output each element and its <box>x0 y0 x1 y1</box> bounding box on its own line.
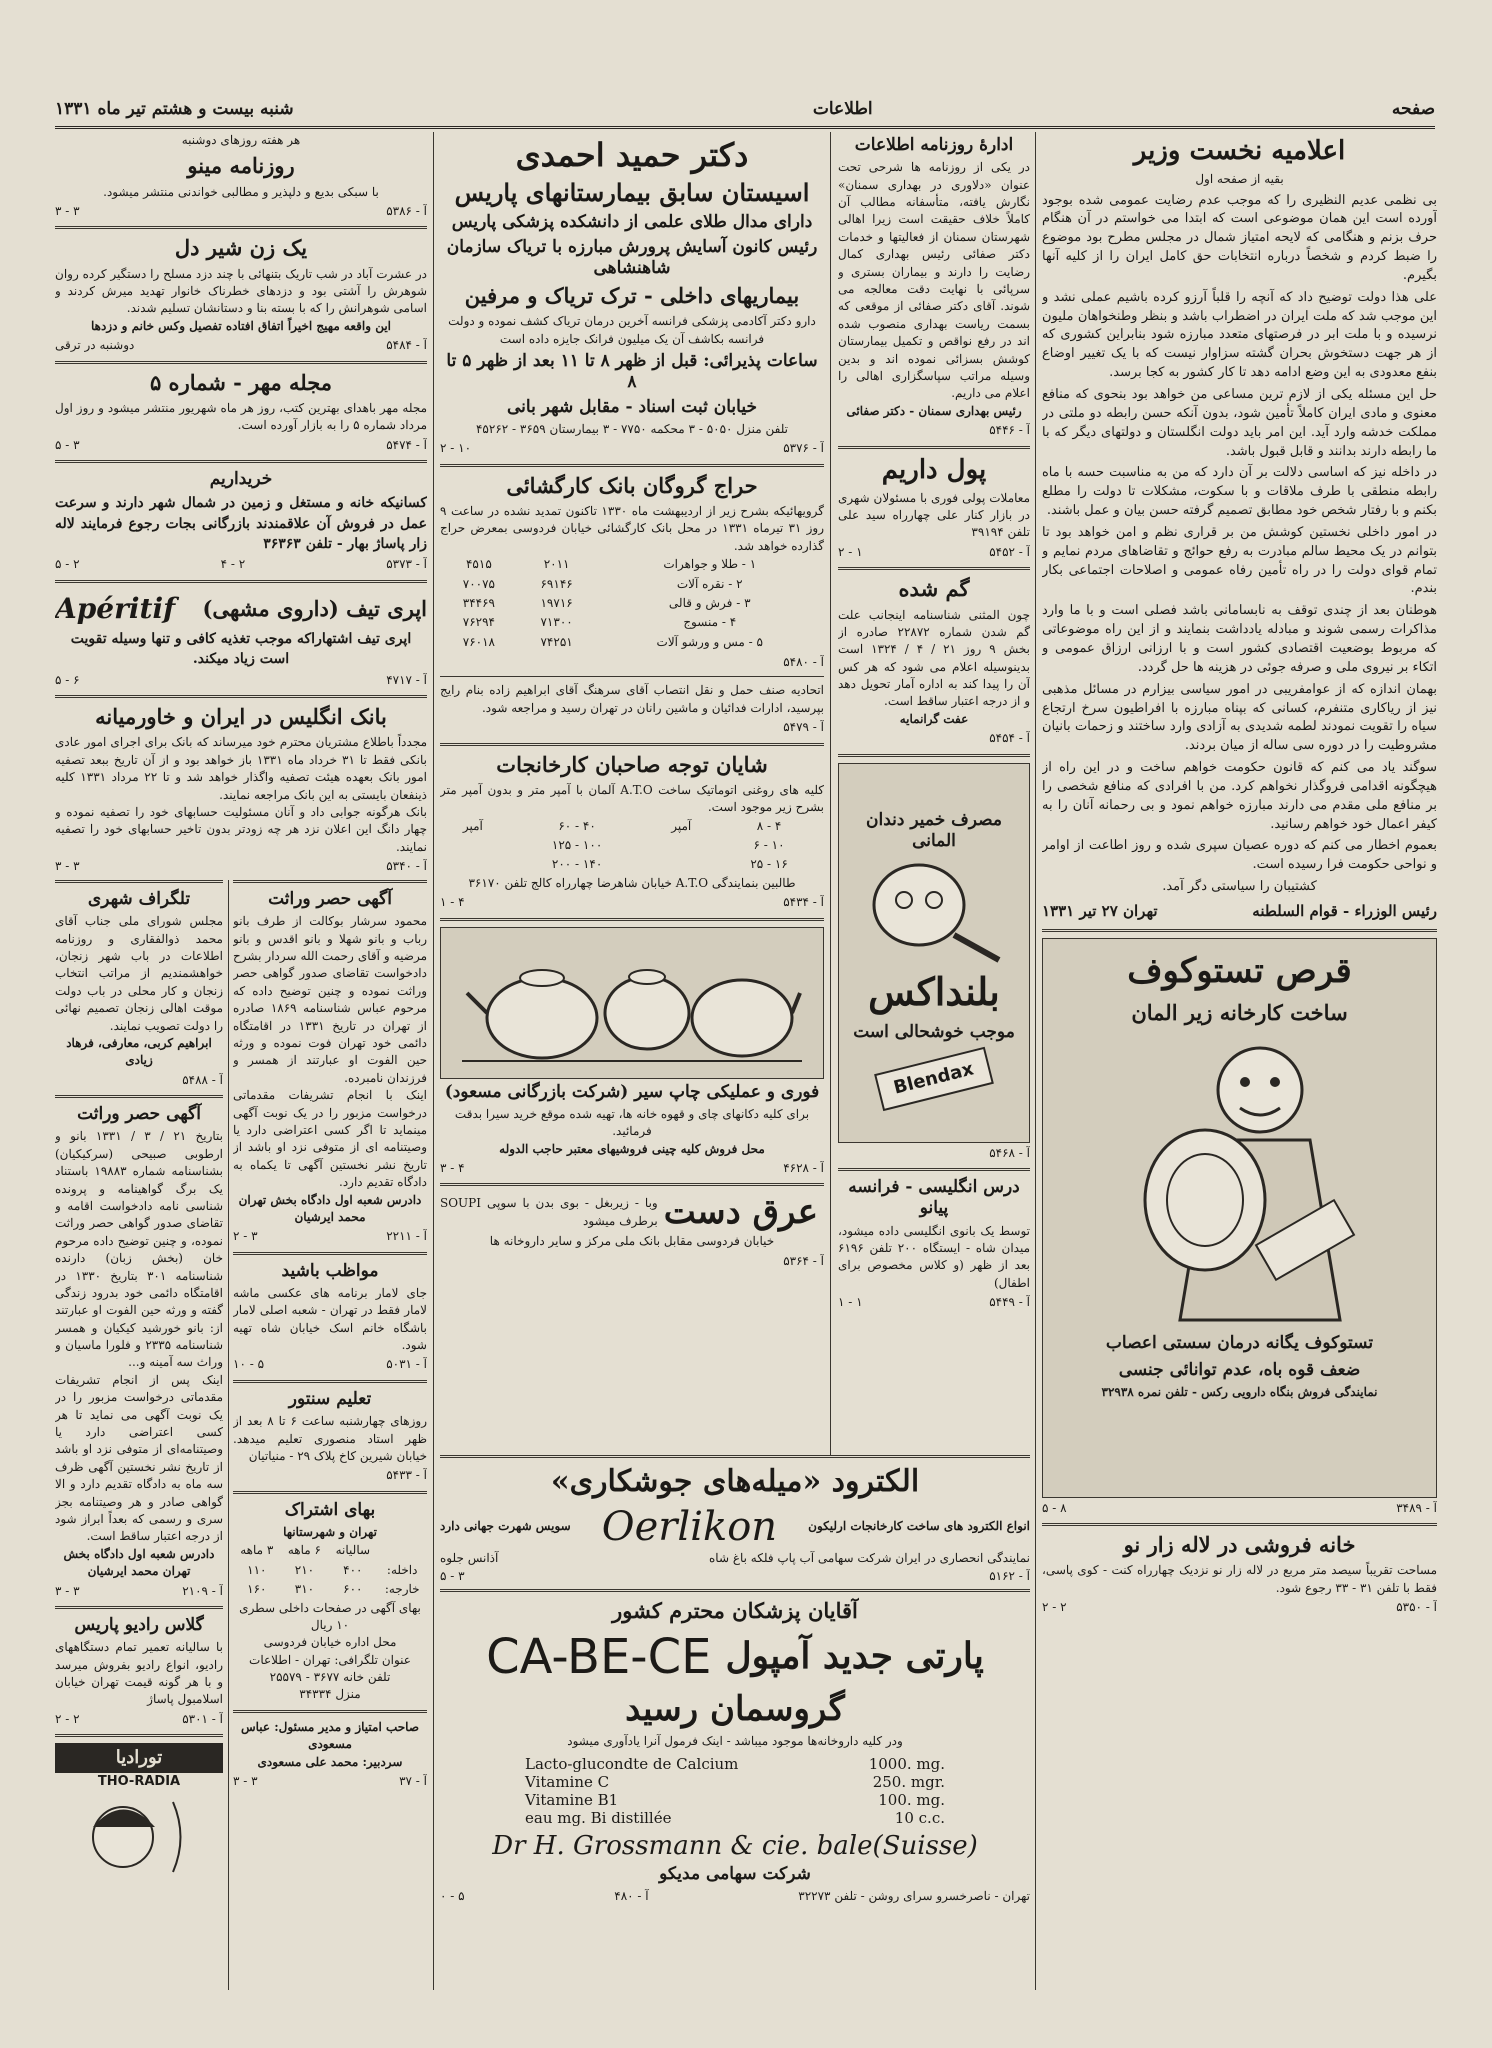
ashterak-sub: تهران و شهرستانها <box>283 1524 377 1539</box>
tea-illustration <box>440 927 824 1079</box>
ad-code: آ - ۲۲۱۱ <box>386 1229 427 1244</box>
ad-num: ۲ - ۴ <box>220 557 246 572</box>
oerlikon-title: الکترود «میله‌های جوشکاری» <box>550 1464 920 1499</box>
paper-name: اطلاعات <box>812 99 873 119</box>
zan-title: یک زن شیر دل <box>174 235 308 261</box>
cabece-maker: Dr H. Grossmann & cie. bale(Suisse) <box>492 1830 978 1861</box>
kharid-title: خریداریم <box>209 469 273 490</box>
auction-ad <box>440 473 824 672</box>
cabece-line1: پارتی جدید آمپول <box>725 1635 984 1678</box>
aperitif-fa: اپری تیف (داروی مشهی) <box>202 595 427 621</box>
testokof-brand: قرص تستوکوف <box>1127 950 1352 991</box>
table-row: ۴ - منسوج ۷۱۳۰۰ ۷۶۲۹۴ <box>462 615 737 630</box>
table-row: ۳ - فرش و قالی ۱۹۷۱۶ ۳۴۴۶۹ <box>462 595 751 610</box>
ad-code: آ - ۵۴۶۸ <box>989 1145 1030 1160</box>
ad-code: آ - ۵۴۸۰ <box>783 655 824 670</box>
ad-num: ۳ - ۵ <box>440 1569 465 1584</box>
decree-signature: رئیس الوزراء - قوام السلطنه <box>1252 901 1437 920</box>
factory-body: کلیه های روغنی اتوماتیک ساخت A.T.O آلمان با آمپر متر و بدون آمپر متر بشرح زیر موجود است. <box>440 782 824 815</box>
zan-body2: این واقعه مهیج اخیراً اتفاق افتاده تفصیل وکس خانم و دزدها <box>90 318 391 333</box>
ad-code: آ - ۴۷۱۷ <box>386 672 427 687</box>
radia-fa: تورادیا <box>55 1743 223 1773</box>
decree-paragraph: هوطنان بعد از چندی توقف به نابسامانی باشد فصلی است و با ما وارد مذاکرات رسمی شوند و مبادله یادداشت بنمایند و از این راه موضوعاتی که مربوط بوضعیت اقتصادی کشور است و با ارزانی ارزاق عمومی و اتکاء بر نیروی ملی و صرفه جوئی در هزینه ها حل گردد. <box>1042 603 1437 675</box>
table-row: خارجه: ۶۰۰ ۳۱۰ ۱۶۰ <box>247 1582 420 1597</box>
cabece-addr: تهران - ناصرخسرو سرای روشن - تلفن ۳۲۲۷۳ <box>798 1889 1030 1904</box>
tea-title: فوری و عملیکی چاپ سیر (شرکت بازرگانی مسعود) <box>444 1081 820 1102</box>
ad-num: ۲ - ۵ <box>55 557 80 572</box>
editor: سردبیر: محمد علی مسعودی <box>257 1754 403 1769</box>
ashterak-tel2: تلفن خانه ۳۶۷۷ - ۲۵۵۷۹ <box>269 1670 391 1685</box>
ad-num: ۶ - ۵ <box>55 672 80 687</box>
ad-code: آ - ۴۸۰ <box>614 1889 649 1904</box>
money-body: معاملات پولی فوری با مسئولان شهری در بازار کنار علی چهارراه سید علی تلفن ۳۹۱۹۴ <box>838 490 1030 540</box>
table-row: ۲ - نقره آلات ۶۹۱۴۶ ۷۰۰۷۵ <box>462 576 743 591</box>
hasr1-body: بتاریخ ۲۱ / ۳ / ۱۳۳۱ بانو و ارطوبی صبیحی (سرکیکیان) بشناسنامه شماره ۱۹۸۸۳ باستناد یک برگ گواهینامه و پرونده شناسی نامه دادخواست اقامه و تقاضای صدور گواهی حصر وراثت نموده، و چنین توضیح داده مرحوم خان (بخش زبان) دارنده شناسنامه ۳۰۱ بتاریخ ۱۳۳۰ در اقامتگاه دائمی خود بدرود زندگی گفته و ورثه حین الفوت او عبارتند از: بانو خورشید کیکیان و همسر شناسنامه ۲۳۳۵ و فلورا ماسیان و وراث سه آمینه و... <box>55 1129 223 1370</box>
ad-code: آ - ۳۷ <box>399 1774 427 1789</box>
kharid-body: کسانیکه خانه و مستغل و زمین در شمال شهر دارند و سرعت عمل در فروش آن علاقمندند بازرگانی بجات رجوع فرمایند لاله زار پاساژ بهار - تلفن ۳۶۳۶۳ <box>55 495 427 552</box>
testokof-line: ضعف قوه باه، عدم توانائی جنسی <box>1118 1360 1361 1380</box>
ad-num: ۸ - ۵ <box>1042 1500 1067 1515</box>
ad-code: آ - ۵۴۳۳ <box>386 1468 427 1483</box>
ad-code: آ - ۵۴۴۶ <box>989 423 1030 438</box>
ad-num: ۱ - ۱ <box>838 1295 863 1310</box>
ad-code: آ - ۵۳۶۴ <box>783 1253 824 1268</box>
cabece-top: آقایان پزشکان محترم کشور <box>612 1598 858 1624</box>
ad-code: آ - ۵۴۸۸ <box>182 1072 223 1087</box>
cabece-brand: CA-BE-CE <box>486 1628 712 1685</box>
column-rule <box>228 880 229 1990</box>
ad-num: دوشنبه در ترقی <box>55 338 135 353</box>
aperitif-brand: Apéritif <box>55 591 176 625</box>
formula-row: Vitamine B1 100. mg. <box>525 1790 945 1809</box>
mehr-title: مجله مهر - شماره ۵ <box>149 369 333 395</box>
aperitif-body: اپری تیف اشتهاراکه موجب تغذیه کافی و تنها وسیله تقویت است زیاد میکند. <box>70 631 412 668</box>
telegraph-title: تلگراف شهری <box>87 889 191 909</box>
ad-num: ۳ - ۲ <box>233 1229 258 1244</box>
column-rule <box>1035 132 1036 1990</box>
union-ad <box>440 682 824 736</box>
ashterak-title: بهای اشتراک <box>284 1499 376 1520</box>
decree-continued: بقیه از صفحه اول <box>1195 172 1284 187</box>
auction-body: گرویهائیکه بشرح زیر از اردیبهشت ماه ۱۳۳۰ تاکنون تمدید نشده در ساعت ۹ روز ۳۱ تیرماه ۱۳۳۱ در محل بانک کارگشائی خیابان فردوسی بمعرض حراج گذارده خواهد شد. <box>440 503 824 553</box>
mehr-body: مجله مهر باهدای بهترین کتب، روز هر ماه شهریور منتشر میشود و روز اول مرداد شماره ۵ را به بازار آورده است. <box>55 400 427 433</box>
ad-code: آ - ۵۴۷۹ <box>783 720 824 735</box>
doctor-line: دارای مدال طلای علمی از دانشکده پزشکی پاریس <box>451 212 813 233</box>
piano-body: توسط یک بانوی انگلیسی داده میشود، میدان شاه - ایستگاه ۲۰۰ تلفن ۶۱۹۶ بعد از ظهر (و کلاس مخصوص برای اطفال) <box>838 1223 1030 1290</box>
cabece-formula <box>525 1755 945 1827</box>
decree-paragraph: علی هذا دولت توضیح داد که آنچه را قلباً آرزو کرده باشیم عملی نشد و این موجب شد که ملت ایران در اضطراب باشد و بنظر وطنخواهان ملیون نرسیده و با ملت ابر در فرصتهای متعدد مبارزه شود بنابراین کشوری که از هر جهت دستخوش بحران گشته سزاوار نیست که با یک تغییر اوضاع بنفع معدودی به این وضع ادامه دهد تا کار کشور به کجا برسد. <box>1042 289 1437 381</box>
bank-body: مجدداً باطلاع مشتریان محترم خود میرساند که بانک برای اجرای امور عادی بانکی فقط تا ۳۱ خرداد ماه ۱۳۳۱ باز خواهد بود و از آن تاریخ ببعد تصفیه امور بانک بعهده هیئت تصفیه واگذار خواهد شد و تا ۲۲ مرداد ۱۳۳۱ کلیه ذینفعان بایستی به این بانک مراجعه نمایند. <box>55 735 427 802</box>
table-row: ۱ - طلا و جواهرات ۲۰۱۱ ۴۵۱۵ <box>465 557 757 572</box>
hasr2-title: آگهی حصر وراثت <box>268 889 392 909</box>
owner: صاحب امتیاز و مدیر مسئول: عباس مسعودی <box>240 1719 420 1752</box>
ad-num: ۳ - ۳ <box>55 859 80 872</box>
lost-title: گم شده <box>898 576 970 602</box>
house-ad <box>1042 1532 1437 1616</box>
formula-row: Vitamine C 250. mgr. <box>525 1772 945 1791</box>
radia-portrait <box>63 1792 223 1882</box>
left-header: هر هفته روزهای دوشنبه <box>181 133 301 147</box>
page-header <box>55 92 1435 129</box>
doctor-line: رئیس کانون آسایش پرورش مبارزه با تریاک سازمان شاهنشاهی <box>446 236 818 278</box>
decree-paragraph: بعموم اخطار می کنم که دوره عصیان سپری شده و روز اطاعت از اوامر و نواحی حکومت فرا رسیده است. <box>1042 838 1437 873</box>
ad-num: ۴ - ۳ <box>440 1161 465 1176</box>
ad-code: آ - ۵۳۸۶ <box>386 204 427 219</box>
araq-body: وبا - زیربغل - بوی بدن با سوپی SOUPI برطرف میشود <box>440 1196 658 1228</box>
zan-body: در عشرت آباد در شب تاریک بتنهائی با چند دزد مسلح را دستگیر کرده روان شوهرش را آشتی بود و دزدهای خطرناک خانوار تهدید میرش کردند و اسامی شوهرانش را که با بسته بنا و دستانشان تسلیم شدند. <box>55 266 427 316</box>
lost-body: چون المثنی شناسنامه اینجانب علت گم شدن شماره ۲۲۸۷۲ صادره از بخش ۹ روز ۲۱ / ۴ / ۱۳۲۴ است بدینوسیله اعلام می شود که هر کس آن را پیدا کند به اداره آمار تحویل دهد و از درجه اعتبار ساقط است. <box>838 607 1030 709</box>
ad-code: آ - ۵۱۶۲ <box>989 1569 1030 1584</box>
issue-date: شنبه بیست و هشتم تیر ماه ۱۳۳۱ <box>55 99 294 119</box>
ashterak-note: بهای آگهی در صفحات داخلی سطری ۱۰ ریال <box>239 1600 421 1632</box>
doctor-name: دکتر حمید احمدی <box>515 136 749 174</box>
table-row: ۴ - ۸ آمپر ۴۰ - ۶۰ آمپر <box>462 818 782 833</box>
decree-title: اعلامیه نخست وزیر <box>1133 136 1346 166</box>
decree-date: تهران ۲۷ تیر ۱۳۳۱ <box>1042 901 1158 920</box>
oerlikon-tel: آذانس جلوه <box>440 1551 499 1565</box>
mino-title: روزنامه مینو <box>187 153 295 179</box>
ashterak-addr: محل اداره خیابان فردوسی <box>263 1635 397 1650</box>
doctor-line: بیماریهای داخلی - ترک تریاک و مرفین <box>464 283 800 309</box>
ad-code: آ - ۵۳۰۱ <box>182 1711 223 1726</box>
factory-title: شایان توجه صاحبان کارخانجات <box>496 751 768 777</box>
ad-num: ۳ - ۳ <box>233 1774 258 1789</box>
decree-paragraph: حل این مسئله یکی از لازم ترین مساعی من خواهد بود بنحوی که منافع معنوی و مادی ایران کاملاً تأمین شود، بدون آنکه حسن رابطه دو ملتی در مملکت خدشه وارد آید. این امر باید دولت انگلستان و دولتهای دیگر که با ما رابطه دارند بدانند و قابل قبول باشد. <box>1042 387 1437 459</box>
blendax-tube: Blendax <box>874 1047 993 1111</box>
mavazeb-body: جای لامار برنامه های عکسی ماشه لامار فقط در تهران - شعبه اصلی لامار باشگاه خانم اسک خیابان شاه تهیه شود. <box>233 1285 427 1353</box>
left-upper-column <box>55 132 427 872</box>
testokof-ad <box>1042 938 1437 1498</box>
bottom-wide-ads <box>440 1455 1030 1990</box>
oerlikon-sub: انواع الکترود های ساخت کارخانجات ارلیکون <box>808 1519 1030 1534</box>
auction-table <box>440 555 824 652</box>
blendax-illustration <box>859 855 1009 965</box>
ad-code: آ - ۴۶۲۸ <box>783 1161 824 1176</box>
araq-addr: خیابان فردوسی مقابل بانک ملی مرکز و سایر داروخانه ها <box>489 1234 775 1249</box>
teapot-illustration <box>462 933 802 1073</box>
ashterak-tel: عنوان تلگرافی: تهران - اطلاعات <box>249 1652 411 1667</box>
table-row: داخله: ۴۰۰ ۲۱۰ ۱۱۰ <box>247 1562 418 1577</box>
araq-title: عرق دست <box>663 1192 818 1233</box>
mino-body: با سبکی بدیع و دلپذیر و مطالبی خواندنی منتشر میشود. <box>103 184 379 199</box>
doctor-line: اسیستان سابق بیمارستانهای پاریس <box>454 178 810 208</box>
cabece-ad <box>440 1598 1030 1905</box>
money-title: پول داریم <box>881 454 987 485</box>
blendax-title: مصرف خمیر دندان المانی <box>866 809 1002 852</box>
doctor-ad <box>440 136 824 458</box>
blendax-ad <box>838 763 1030 1143</box>
oerlikon-left: سویس شهرت جهانی دارد <box>440 1519 571 1534</box>
cabece-line2: گروسمان رسید <box>625 1688 845 1729</box>
factory-addr: طالبین بنمایندگی A.T.O خیابان شاهرضا چهارراه کالج تلفن ۳۶۱۷۰ <box>468 875 796 890</box>
page-label: صفحه <box>1391 99 1435 119</box>
hasr2-body2: اینک با انجام تشریفات مقدماتی درخواست مزبور را در یک نوبت آگهی مینماید تا اگر کسی اعتراضی دارد یا وصیتنامه ای از متوفی نزد او باشد از تاریخ نشر نخستین آگهی تا یکماه به دادگاه تقدیم دارد. <box>233 1088 427 1190</box>
tea-ad <box>440 1082 824 1178</box>
decree-paragraph: سوگند یاد می کنم که قانون حکومت خواهم ساخت و در این راه از هیچگونه اقدامی فروگذار نخواهم کرد. من با افرادی که منافع شخصی را بر منافع ملی مقدم می دارند مبارزه خواهم نمود و بی رحمانه آنان را به کیفر اعمال خود خواهم رسانید. <box>1042 760 1437 832</box>
oerlikon-ad <box>440 1464 1030 1583</box>
news-body: در یکی از روزنامه ها شرحی تحت عنوان «دلاوری در بهداری سمنان» نگارش یافته، متأسفانه مطالب آن کاملاً خلاف حقیقت است زیرا اهالی شهرستان سمنان از فعالیتها و خدمات دکتر صفائی رئیس بهداری کمال رضایت را دارند و بیماران بستری و سرپائی با نهایت دقت معالجه می شوند. آقای دکتر صفائی از موقعی که بسمت ریاست بهداری منصوب شده اند در رفع نواقص و تکمیل بیمارستان کوشش بسزائی نموده اند و بدین وسیله مراتب سپاسگزاری اهالی را اعلام می داریم. <box>838 160 1030 401</box>
ad-code: آ - ۵۳۷۳ <box>386 557 427 572</box>
ad-code: آ - ۵۴۵۴ <box>989 731 1030 746</box>
araq-ad <box>440 1192 824 1270</box>
news-title: ادارهٔ روزنامه اطلاعات <box>854 135 1014 155</box>
santur-body: روزهای چهارشنبه ساعت ۶ تا ۸ بعد از ظهر استاد منصوری تعلیم میدهد. خیابان شیرین کاخ پلاک ۲۹ - منیاتیان <box>233 1414 427 1463</box>
ad-num: ۴ - ۱ <box>440 895 465 910</box>
ad-code: آ - ۲۱۰۹ <box>182 1583 223 1598</box>
ad-num: ۱۰ - ۲ <box>440 441 472 456</box>
factory-ad <box>440 752 824 912</box>
formula-row: Lacto-glucondte de Calcium 1000. mg. <box>525 1754 945 1773</box>
ad-code: آ - ۳۴۸۹ <box>1396 1500 1437 1515</box>
testokof-illustration <box>1110 1030 1370 1330</box>
house-body: مساحت تقریباً سیصد متر مربع در لاله زار نو نزدیک چهارراه کنت - کوی پاسی، فقط با تلفن ۳۱ - ۳۳ رجوع شود. <box>1042 1563 1437 1595</box>
decree-paragraph: بی نظمی عدیم النظیری را که موجب عدم رضایت عمومی شده بوجود آورده است این همان موضوعی است که ابتدا می خواستم در آن هنگام حرف بزنم و هنگامی که لایحه امتیاز شمال در مجلس مطرح بود موضوع را ضبط کردم و شخصاً درباره انتخابات حق کامل ایران را از کلیه آنها بگیرم. <box>1042 192 1437 283</box>
mavazeb-title: مواظب باشید <box>281 1260 379 1281</box>
ad-code: آ - ۵۴۵۲ <box>989 544 1030 559</box>
doctor-addr: خیابان ثبت اسناد - مقابل شهر بانی <box>507 396 757 417</box>
gols-title: گلاس رادیو پاریس <box>74 1614 204 1635</box>
testokof-made: ساخت کارخانه زیر المان <box>1131 999 1348 1025</box>
cabece-agent: شرکت سهامی مدیکو <box>659 1863 811 1884</box>
decree-paragraph: بهمان اندازه که از عوامفریبی در امور سیاسی بیزارم در مسائل مذهبی نیز از ریاکاری متنفرم، کسانی که بپناه مبارزه با افراطیون سرخ ارتجاع سیاه را تقویت نمودند لطمه شدیدی به آزادی وارد ساختند و زحمات بانیان مشروطیت را در دوره سی ساله از میان بردند. <box>1042 681 1437 754</box>
doctor-hours: ساعات پذیرائی: قبل از ظهر ۸ تا ۱۱ بعد از ظهر ۵ تا ۸ <box>446 351 818 393</box>
santur-title: تعلیم سنتور <box>288 1388 372 1409</box>
bank-body2: بانک هرگونه جوابی داد و آنان مسئولیت حسابهای خود را تصفیه نموده و چهار دانگ این اعلان نزد هر چه زودتر بدون تاخیر حسابهای خود را تصفیه نمایند. <box>55 804 427 854</box>
union-body: اتحادیه صنف حمل و نقل انتصاب آقای سرهنگ آقای ابراهیم زاده بنام رایج بپرسید، ادارات فدائیان و ماشین رانان در تهران رسید و مراجعه شود. <box>440 683 824 715</box>
hasr1-body2: اینک پس از انجام تشریفات مقدماتی درخواست مزبور را در یک نوبت آگهی می نماید تا هر کسی اعتراضی دارد یا وصیتنامه‌ای از متوفی نزد او باشد از تاریخ نشر نخستین آگهی ظرف سه ماه به دادگاه تقدیم دارد و الا گواهی صادر و هر وصیتنامه بجز سری و رسمی که بعداً ابراز شود از درجه اعتبار ساقط است. <box>55 1372 223 1544</box>
doctor-tel: تلفن منزل ۵۰۵۰ - ۳ محکمه ۷۷۵۰ - ۳ بیمارستان ۳۶۵۹ - ۴۵۲۶۲ <box>475 421 789 436</box>
ad-num: ۵ - ۰ <box>440 1889 465 1904</box>
left-sub-column-a <box>233 880 427 1990</box>
lost-sign: عفت گرانمایه <box>899 711 969 726</box>
table-row: ۱۶ - ۲۵ ۱۴۰ - ۲۰۰ <box>551 857 788 872</box>
ad-num: ۲ - ۲ <box>55 1711 80 1726</box>
oerlikon-addr: نمایندگی انحصاری در ایران شرکت سهامی آب پاپ فلکه باغ شاه <box>709 1551 1030 1565</box>
ashterak-table <box>233 1541 427 1599</box>
news-sign: رئیس بهداری سمنان - دکتر صفائی <box>846 403 1022 418</box>
ad-code: آ - ۵۴۴۹ <box>989 1295 1030 1310</box>
decree-column <box>1042 132 1437 1990</box>
house-title: خانه فروشی در لاله زار نو <box>1123 1532 1356 1558</box>
radia-en: THO-RADIA <box>97 1774 181 1790</box>
ad-code: آ - ۵۰۳۱ <box>386 1357 427 1372</box>
blendax-brand: بلنداکس <box>868 969 1000 1015</box>
telegraph-body: مجلس شورای ملی جناب آقای محمد ذوالفقاری و روزنامه اطلاعات در باب شهر زنجان، خواهشمندیم از مراتب انتخاب زنجان و کار محلی در باب دولت موقت اهالی زنجان تصمیم نهائی را دولت تصویب نمایند. <box>55 914 223 1033</box>
piano-title: درس انگلیسی - فرانسه پیانو <box>848 1177 1020 1219</box>
gols-body: با سالیانه تعمیر تمام دستگاههای رادیو، انواع رادیو بفروش میرسد و با هر گونه قیمت تهران خیابان اسلامبول پاساژ <box>55 1640 223 1707</box>
ad-num: ۵ - ۱۰ <box>233 1357 265 1372</box>
ad-code: آ - ۵۳۷۶ <box>783 441 824 456</box>
ad-num: ۳ - ۳ <box>55 204 80 219</box>
hasr2-sign: دادرس شعبه اول دادگاه بخش تهران محمد ایرشیان <box>238 1192 422 1224</box>
decree-paragraph: در امور داخلی نخستین کوشش من بر قراری نظم و امن خواهد بود تا بتوانم در یک محیط سالم مبادرت به رفع حوائج و تقاضاهای مردم نمایم و تمام قوای دولت را در راه تأمین رفاه عمومی و اصلاحات اجتماعی بکار بندم. <box>1042 524 1437 597</box>
ad-code: آ - ۵۴۸۴ <box>386 338 427 353</box>
table-row: ۱۰ - ۶ ۱۰۰ - ۱۲۵ <box>551 838 785 853</box>
ad-num: ۲ - ۲ <box>1042 1600 1067 1615</box>
ad-num: ۳ - ۳ <box>55 1583 80 1598</box>
decree-paragraph: در داخله نیز که اساسی دلالت بر آن دارد که من به مناسبت حسه با ماه رابطه منطقی با طرف ملاقات و با سکوت، مشکلات تا دولت را مطلع بکنم و با رفتار شخص خود مطابق تصمیم گرفته حسن بیان و عمل باشند. <box>1042 465 1437 519</box>
telegraph-sign: ابراهیم کربی، معارفی، فرهاد زیادی <box>66 1035 212 1068</box>
testokof-line: تستوکوف یگانه درمان سستی اعصاب <box>1105 1332 1374 1353</box>
ad-code: آ - ۵۴۳۴ <box>783 895 824 910</box>
hasr1-sign: دادرس شعبه اول دادگاه بخش تهران محمد ایرشیان <box>63 1546 215 1579</box>
decree-paragraph: کشتیبان را سیاستی دگر آمد. <box>1162 879 1317 895</box>
ad-code: آ - ۵۳۵۰ <box>1396 1600 1437 1615</box>
doctor-line: دارو دکتر آکادمی پزشکی فرانسه آخرین درمان تریاک کشف نموده و دولت فرانسه بکاشف آن یک میلیون فرانک جایزه داده است <box>448 314 816 346</box>
blendax-sub: موجب خوشحالی است <box>853 1022 1015 1042</box>
factory-table <box>440 817 824 875</box>
ad-code: آ - ۵۴۷۴ <box>386 437 427 452</box>
ad-num: ۱ - ۲ <box>838 544 863 559</box>
tea-addr: محل فروش کلیه چینی فروشیهای معتبر حاجب الدوله <box>499 1141 765 1156</box>
hasr1-title: آگهی حصر وراثت <box>77 1104 201 1125</box>
decree-signature-row <box>1042 901 1437 923</box>
oerlikon-brand: Oerlikon <box>601 1504 778 1550</box>
bank-title: بانک انگلیس در ایران و خاورمیانه <box>95 704 387 730</box>
ashterak-tel3: منزل ۳۴۳۳۴ <box>299 1687 361 1702</box>
table-row: سالیانه ۶ ماهه ۳ ماهه <box>240 1543 371 1558</box>
ad-num: ۳ - ۵ <box>55 437 80 452</box>
left-sub-column-b <box>55 880 223 1990</box>
testokof-agent: نمایندگی فروش بنگاه دارویی رکس - تلفن نمره ۳۲۹۳۸ <box>1101 1385 1378 1400</box>
ad-code: آ - ۵۳۴۰ <box>386 859 427 872</box>
column-rule <box>433 132 434 1990</box>
formula-row: eau mg. Bi distillée 10 c.c. <box>525 1808 945 1827</box>
auction-title: حراج گروگان بانک کارگشائی <box>506 472 758 498</box>
cabece-note: ودر کلیه داروخانه‌ها موجود میباشد - اینک فرمول آنرا یادآوری میشود <box>567 1734 903 1749</box>
table-row: ۵ - مس و ورشو آلات ۷۴۲۵۱ ۷۶۰۱۸ <box>462 634 763 649</box>
hasr2-body: محمود سرشار بوکالت از طرف بانو رباب و بانو شهلا و بانو اقدس و بانو مرضیه و آقای رحمت الله سردار بشرح دادخواست تقاضای صدور گواهی حصر وراثت نموده و چنین توضیح داده که مرحوم عباس شناسنامه ۱۸۶۹ صادره از تهران در تاریخ ۱۳۳۱ در اقامتگاه دائمی خود تهران فوت نموده و ورثه حین الفوت او عبارتند از همسر و فرزندان نامبرده. <box>233 914 427 1085</box>
tea-body: برای کلیه دکانهای چای و قهوه خانه ها، تهیه شده موقع خرید سیرا بدقت فرمائید. <box>454 1106 810 1139</box>
